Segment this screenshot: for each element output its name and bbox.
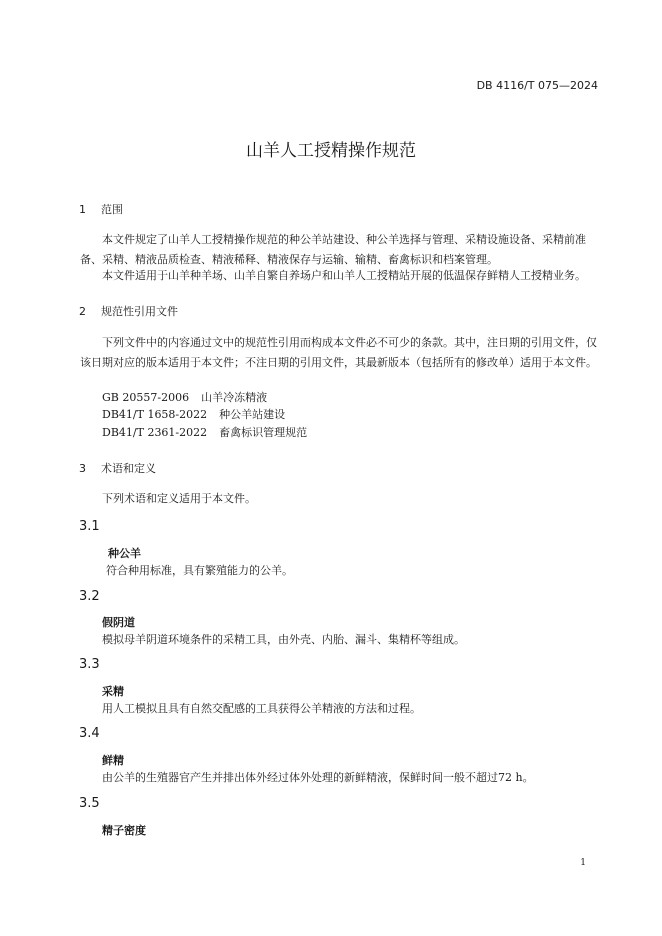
term-definition: 用人工模拟且具有自然交配感的工具获得公羊精液的方法和过程。 bbox=[102, 702, 421, 715]
term-number: 3.1 bbox=[79, 519, 100, 534]
term-number: 3.3 bbox=[79, 657, 100, 672]
paragraph: 下列文件中的内容通过文中的规范性引用而构成本文件必不可少的条款。其中，注日期的引用文件，仅该日期对应的版本适用于本文件；不注日期的引用文件，其最新版本（包括所有的修改单）适用于本文件。 bbox=[80, 336, 597, 369]
term-name: 精子密度 bbox=[102, 824, 146, 837]
section-title: 范围 bbox=[101, 203, 123, 216]
reference-title: 山羊冷冻精液 bbox=[201, 391, 268, 404]
term-number: 3.4 bbox=[79, 726, 100, 741]
reference-item bbox=[102, 424, 307, 440]
term-definition: 符合种用标准，具有繁殖能力的公羊。 bbox=[106, 564, 293, 577]
term-name: 鲜精 bbox=[102, 754, 124, 767]
reference-item bbox=[102, 406, 285, 422]
paragraph: 本文件规定了山羊人工授精操作规范的种公羊站建设、种公羊选择与管理、采精设施设备、采精前准备、采精、精液品质检查、精液稀释、精液保存与运输、输精、畜禽标识和档案管理。 bbox=[80, 233, 586, 266]
term-name: 种公羊 bbox=[108, 547, 141, 560]
section-title: 术语和定义 bbox=[101, 462, 156, 475]
reference-code: DB41/T 1658-2022 bbox=[102, 408, 208, 421]
term-number: 3.2 bbox=[79, 589, 100, 604]
reference-title: 畜禽标识管理规范 bbox=[219, 426, 308, 439]
paragraph: 下列术语和定义适用于本文件。 bbox=[102, 492, 256, 505]
reference-code: GB 20557-2006 bbox=[102, 391, 190, 404]
section-heading-2 bbox=[79, 303, 178, 319]
section-heading-3 bbox=[79, 460, 156, 476]
paragraph: 本文件适用于山羊种羊场、山羊自繁自养场户和山羊人工授精站开展的低温保存鲜精人工授精业务。 bbox=[102, 269, 586, 282]
section-title: 规范性引用文件 bbox=[101, 305, 178, 318]
section-heading-1 bbox=[79, 201, 123, 217]
page-title: 山羊人工授精操作规范 bbox=[246, 141, 416, 161]
term-name: 假阴道 bbox=[102, 616, 135, 629]
section-number: 3 bbox=[79, 462, 86, 475]
term-number: 3.5 bbox=[79, 796, 100, 811]
reference-title: 种公羊站建设 bbox=[219, 408, 286, 421]
reference-code: DB41/T 2361-2022 bbox=[102, 426, 208, 439]
section-number: 2 bbox=[79, 305, 86, 318]
term-definition: 模拟母羊阴道环境条件的采精工具，由外壳、内胎、漏斗、集精杯等组成。 bbox=[102, 633, 465, 646]
term-definition: 由公羊的生殖器官产生并排出体外经过体外处理的新鲜精液，保鲜时间一般不超过72 h。 bbox=[102, 771, 534, 784]
term-name: 采精 bbox=[102, 685, 124, 698]
document-code: DB 4116/T 075—2024 bbox=[476, 79, 598, 92]
reference-item bbox=[102, 389, 267, 405]
page-number: 1 bbox=[580, 858, 586, 868]
section-number: 1 bbox=[79, 203, 86, 216]
